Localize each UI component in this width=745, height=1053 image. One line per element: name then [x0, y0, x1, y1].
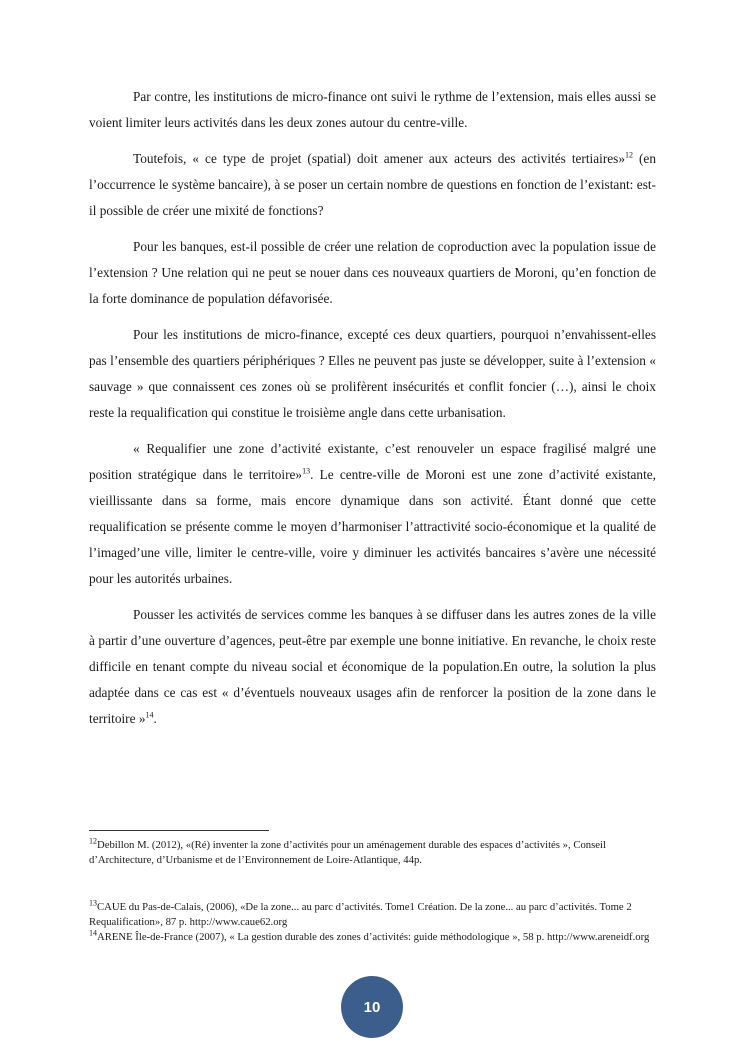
body-text [89, 84, 656, 742]
page-number: 10 [363, 998, 381, 1016]
footnote: $^{12}$Debillon M. (2012), «(Ré) inventer la zone d’activités pour un aménagement durable des espaces d’activités », Conseil d’Architecture, d’Urbanisme et de l’Environnement de Loire-Atlantique, 44p. [89, 836, 606, 866]
footnote-group [89, 838, 659, 868]
paragraph: Pour les banques, est-il possible de créer une relation de coproduction avec la population issue de l’extension ? Une relation qui ne peut se nouer dans ces nouveaux quartiers de Moroni, qu’en fonction de la forte dominance de population défavorisée. [89, 239, 656, 306]
paragraph: Pour les institutions de micro-finance, excepté ces deux quartiers, pourquoi n’envahissent-elles pas l’ensemble des quartiers périphériques ? Elles ne peuvent pas juste se développer, suite à l’extension « sauvage » que connaissent ces zones où se prolifèrent insécurités et conflit foncier (…), ainsi le choix reste la requalification qui constitue le troisième angle dans cette urbanisation. [89, 327, 656, 420]
footnote: $^{13}$CAUE du Pas-de-Calais, (2006), «De la zone... au parc d’activités. Tome1 Création. De la zone... au parc d’activités. Tome 2 Requalification», 87 p. http://www.caue62.org [89, 898, 632, 928]
footnote-ref: 13 [302, 466, 311, 476]
footnote-group [89, 900, 659, 945]
paragraph: Pousser les activités de services comme les banques à se diffuser dans les autres zones de la ville à partir d’une ouverture d’agences, peut-être par exemple une bonne initiative. En revanche, le choix reste difficile en tenant compte du niveau social et économique de la population.En outre, la solution la plus adaptée dans ce cas est « d’éventuels nouveaux usages afin de renforcer la position de la zone dans le territoire »$^{14}$. [89, 607, 656, 726]
footnote: $^{14}$ARENE Île-de-France (2007), « La gestion durable des zones d’activités: guide méthodologique », 58 p. http://www.areneidf.org [89, 928, 650, 943]
footnote-ref: 14 [145, 710, 154, 720]
footnote-ref: 12 [624, 150, 633, 160]
footnote-divider [89, 830, 269, 831]
paragraph: « Requalifier une zone d’activité existante, c’est renouveler un espace fragilisé malgré une position stratégique dans le territoire»$^{13}$. Le centre-ville de Moroni est une zone d’activité existante, vieillissante dans sa forme, mais encore dynamique dans son activité. Étant donné que cette requalification se présente comme le moyen d’harmoniser l’attractivité socio-économique et la qualité de l’imaged’une ville, limiter le centre-ville, voire y diminuer les activités bancaires s’avère une nécessité pour les autorités urbaines. [89, 441, 656, 586]
page-number-badge [341, 976, 403, 1038]
paragraph: Toutefois, « ce type de projet (spatial) doit amener aux acteurs des activités tertiaires»$^{12}$ (en l’occurrence le système bancaire), à se poser un certain nombre de questions en fonction de l’existant: est-il possible de créer une mixité de fonctions? [89, 150, 656, 218]
paragraph: Par contre, les institutions de micro-finance ont suivi le rythme de l’extension, mais elles aussi se voient limiter leurs activités dans les deux zones autour du centre-ville. [89, 89, 656, 130]
